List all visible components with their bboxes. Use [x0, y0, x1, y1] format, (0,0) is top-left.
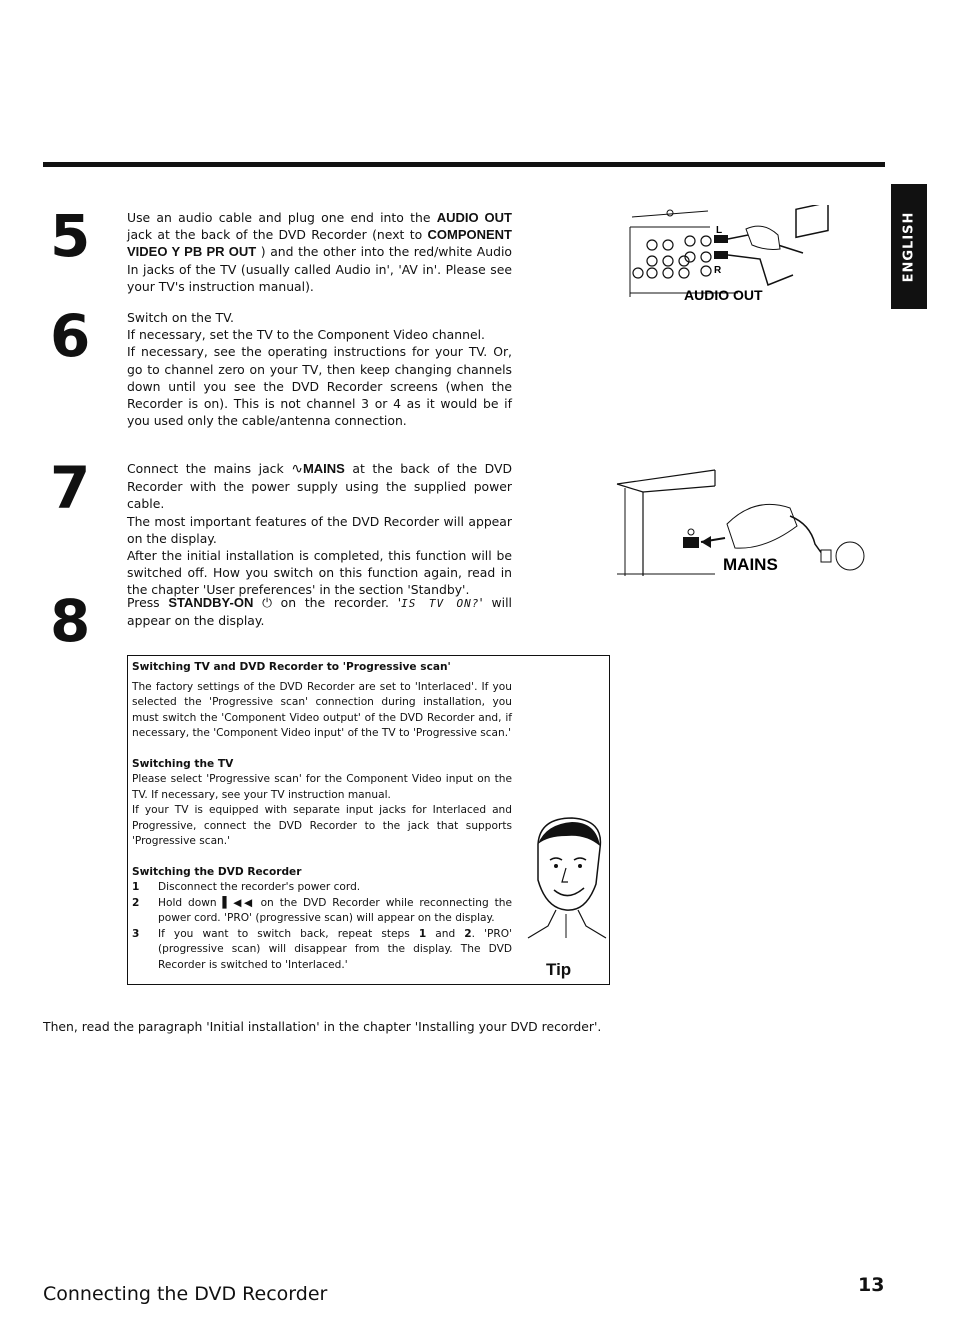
tip-content	[132, 660, 512, 973]
tip-step-1	[132, 880, 512, 896]
step-7-text-b: at the back of the DVD Recorder with the power supply using the supplied power cable.	[127, 461, 512, 512]
standby-on-term: STANDBY-ON	[168, 595, 254, 610]
step-5-text-c: ) and the other into the red/white Audio In jacks of the TV (usually called Audio in', 'AV in'. Please see your TV's instruction manual).	[127, 244, 512, 294]
audio-r-label: R	[714, 265, 722, 276]
mains-term: MAINS	[302, 461, 345, 476]
tip-steps-list	[132, 880, 512, 973]
page-number: 13	[858, 1274, 885, 1296]
mains-diagram	[615, 466, 865, 578]
step-8-text-c: ' will appear on the display.	[127, 595, 512, 629]
tip-step-text-b: on the DVD Recorder while reconnecting the power cord. 'PRO' (progressive scan) will appear on the display.	[158, 896, 512, 924]
component-video-term: COMPONENT VIDEO Y PB PR OUT	[127, 227, 512, 260]
step-6-line-2: If necessary, set the TV to the Component Video channel.	[127, 327, 485, 343]
tip-tv-paragraph-2: If your TV is equipped with separate input jacks for Interlaced and Progressive, connect the DVD Recorder to the jack that supports 'Progressive scan.'	[132, 804, 512, 847]
tip-step-ref-2: 2	[464, 927, 472, 940]
step-number-6: 6	[50, 302, 91, 370]
step-7-line-3: After the initial installation is completed, this function will be switched off. How you switch on this function again, read in the chapter 'User preferences' in the section 'Standby'.	[127, 548, 512, 598]
power-icon: ⏻	[253, 595, 281, 610]
step-number-5: 5	[50, 202, 91, 270]
step-8-text-a: Press	[127, 595, 169, 610]
skip-back-icon: ▌◀◀	[222, 896, 255, 909]
tip-recorder-heading: Switching the DVD Recorder	[132, 865, 302, 878]
tip-step-text: Disconnect the recorder's power cord.	[158, 881, 361, 893]
tip-mascot-face	[526, 814, 608, 954]
tip-step-number: 1	[132, 881, 140, 893]
audio-out-diagram	[628, 205, 838, 305]
header-rule	[43, 162, 885, 167]
step-5-text	[127, 209, 512, 295]
step-8-text	[127, 594, 512, 629]
audio-l-label: L	[716, 225, 723, 236]
step-6-line-1: Switch on the TV.	[127, 310, 234, 325]
lcd-message: IS TV ON?	[401, 597, 480, 610]
tip-box	[127, 655, 610, 985]
tip-intro: The factory settings of the DVD Recorder are set to 'Interlaced'. If you selected the 'Progressive scan' connection during installation, you must switch the 'Component Video output' of the DVD Recorder and, if necessary, the 'Component Video input' of the TV to 'Progressive scan.'	[132, 680, 512, 739]
ac-wave-icon: ∿	[291, 461, 303, 477]
tip-tv-heading: Switching the TV	[132, 757, 234, 770]
step-6-line-3: If necessary, see the operating instructions for your TV. Or, go to channel zero on your TV, then keep changing channels down until you see the DVD Recorder screens (when the Recorder is on). This is not channel 3 or 4 as it would be if you used only the cable/antenna connection.	[127, 344, 512, 429]
audio-out-term: AUDIO OUT	[436, 210, 512, 225]
tip-label: Tip	[546, 960, 572, 979]
step-8-text-b: on the recorder. '	[280, 595, 402, 610]
tip-step-number: 3	[132, 927, 140, 940]
tip-step-2	[132, 896, 512, 927]
step-7-text-a: Connect the mains jack	[127, 461, 292, 476]
step-number-8: 8	[50, 587, 91, 655]
language-label: ENGLISH	[901, 211, 917, 282]
tip-step-text-c: . 'PRO' (progressive scan) will disappear from the display. The DVD Recorder is switched to 'Interlaced.'	[158, 927, 512, 971]
step-5-text-a: Use an audio cable and plug one end into the	[127, 210, 437, 225]
tip-step-text-a: If you want to switch back, repeat steps	[158, 927, 419, 940]
tip-step-ref-1: 1	[418, 927, 427, 940]
language-tab	[891, 184, 927, 309]
tip-tv-paragraph-1: Please select 'Progressive scan' for the Component Video input on the TV. If necessary, see your TV instruction manual.	[132, 773, 512, 801]
mains-label: MAINS	[723, 555, 778, 574]
step-6-text	[127, 309, 512, 429]
tip-step-3	[132, 927, 512, 974]
closing-paragraph: Then, read the paragraph 'Initial installation' in the chapter 'Installing your DVD recorder'.	[43, 1019, 602, 1034]
tip-step-number: 2	[132, 896, 140, 909]
step-7-text	[127, 460, 512, 599]
audio-out-label: AUDIO OUT	[684, 287, 763, 303]
tip-step-text-b: and	[426, 927, 465, 940]
step-7-line-2: The most important features of the DVD Recorder will appear on the display.	[127, 513, 512, 546]
tip-step-text-a: Hold down	[158, 896, 223, 909]
step-number-7: 7	[50, 454, 91, 522]
tip-title: Switching TV and DVD Recorder to 'Progressive scan'	[132, 661, 451, 673]
step-5-text-b: jack at the back of the DVD Recorder (next to	[127, 227, 428, 243]
footer-title: Connecting the DVD Recorder	[43, 1283, 328, 1305]
